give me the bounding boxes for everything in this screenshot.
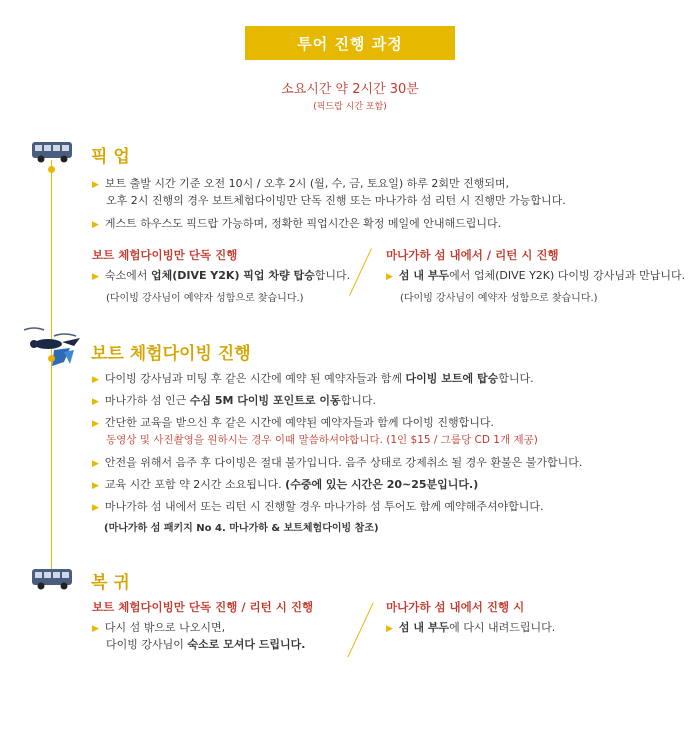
pickup-left-bullet: ▶ 숙소에서 업체(DIVE Y2K) 픽업 차량 탑승합니다. xyxy=(92,269,351,282)
pickup-left-title: 보트 체험다이빙만 단독 진행 xyxy=(92,248,238,262)
timeline-line xyxy=(51,160,52,580)
van-icon xyxy=(30,566,76,592)
boat-bullet-3: ▶ 간단한 교육을 받으신 후 같은 시간에 예약된 예약자들과 함께 다이빙 진행합니다. 동영상 및 사진촬영을 원하시는 경우 이때 말씀하셔야합니다. (1인 $15 / 그룹당 CD 1개 제공) xyxy=(92,416,538,446)
boat-bullet-1: ▶ 다이빙 강사님과 미팅 후 같은 시간에 예약 된 예약자들과 함께 다이빙 보트에 탑승합니다. xyxy=(92,372,534,385)
pickup-left-sub: (다이빙 강사님이 예약자 성함으로 찾습니다.) xyxy=(106,293,304,304)
boat-title: 보트 체험다이빙 진행 xyxy=(91,344,251,364)
duration-note: (픽드랍 시간 포함) xyxy=(313,102,387,112)
pickup-bullet-1: ▶ 보트 출발 시간 기준 오전 10시 / 오후 2시 (월, 수, 금, 토요일) 하루 2회만 진행되며, 오후 2시 진행의 경우 보트체험다이빙만 단독 진행 또는 마나가하 섬 리턴 시 진행만 가능합니다. xyxy=(92,177,566,207)
pickup-title: 픽 업 xyxy=(91,147,130,167)
pickup-right-sub: (다이빙 강사님이 예약자 성함으로 찾습니다.) xyxy=(400,293,598,304)
boat-bullet-4: ▶ 안전을 위해서 음주 후 다이빙은 절대 불가입니다. 음주 상태로 강제취소 될 경우 환불은 불가합니다. xyxy=(92,456,583,469)
pickup-bullet-2: ▶ 게스트 하우스도 픽드랍 가능하며, 정확한 픽업시간은 확정 메일에 안내해드립니다. xyxy=(92,217,502,230)
return-right-bullet: ▶ 섬 내 부두에 다시 내려드립니다. xyxy=(386,621,556,634)
return-left-title: 보트 체험다이빙만 단독 진행 / 리턴 시 진행 xyxy=(92,600,314,614)
return-left-bullet: ▶ 다시 섬 밖으로 나오시면, 다이빙 강사님이 숙소로 모셔다 드립니다. xyxy=(92,621,306,651)
timeline-dot xyxy=(48,355,55,362)
pickup-right-title: 마나가하 섬 내에서 / 리턴 시 진행 xyxy=(386,248,559,262)
pickup-right-bullet: ▶ 섬 내 부두에서 업체(DIVE Y2K) 다이빙 강사님과 만납니다. xyxy=(386,269,686,282)
return-title: 복 귀 xyxy=(91,573,130,593)
page-title: 투어 진행 과정 xyxy=(245,26,455,60)
boat-bullet-5: ▶ 교육 시간 포함 약 2시간 소요됩니다. (수중에 있는 시간은 20~25분입니다.) xyxy=(92,478,479,491)
boat-bullet-6: ▶ 마나가하 섬 내에서 또는 리턴 시 진행할 경우 마나가하 섬 투어도 함께 예약해주셔야합니다. xyxy=(92,500,544,513)
diver-icon xyxy=(14,322,86,370)
duration: 소요시간 약 2시간 30분 xyxy=(281,82,419,97)
boat-bullet-2: ▶ 마나가하 섬 인근 수심 5M 다이빙 포인트로 이동합니다. xyxy=(92,394,376,407)
van-icon xyxy=(30,139,76,165)
return-right-title: 마나가하 섬 내에서 진행 시 xyxy=(386,600,525,614)
boat-bullet-6-sub: (마나가하 섬 패키지 No 4. 마나가하 & 보트체험다이빙 참조) xyxy=(104,523,379,534)
timeline-dot xyxy=(48,166,55,173)
